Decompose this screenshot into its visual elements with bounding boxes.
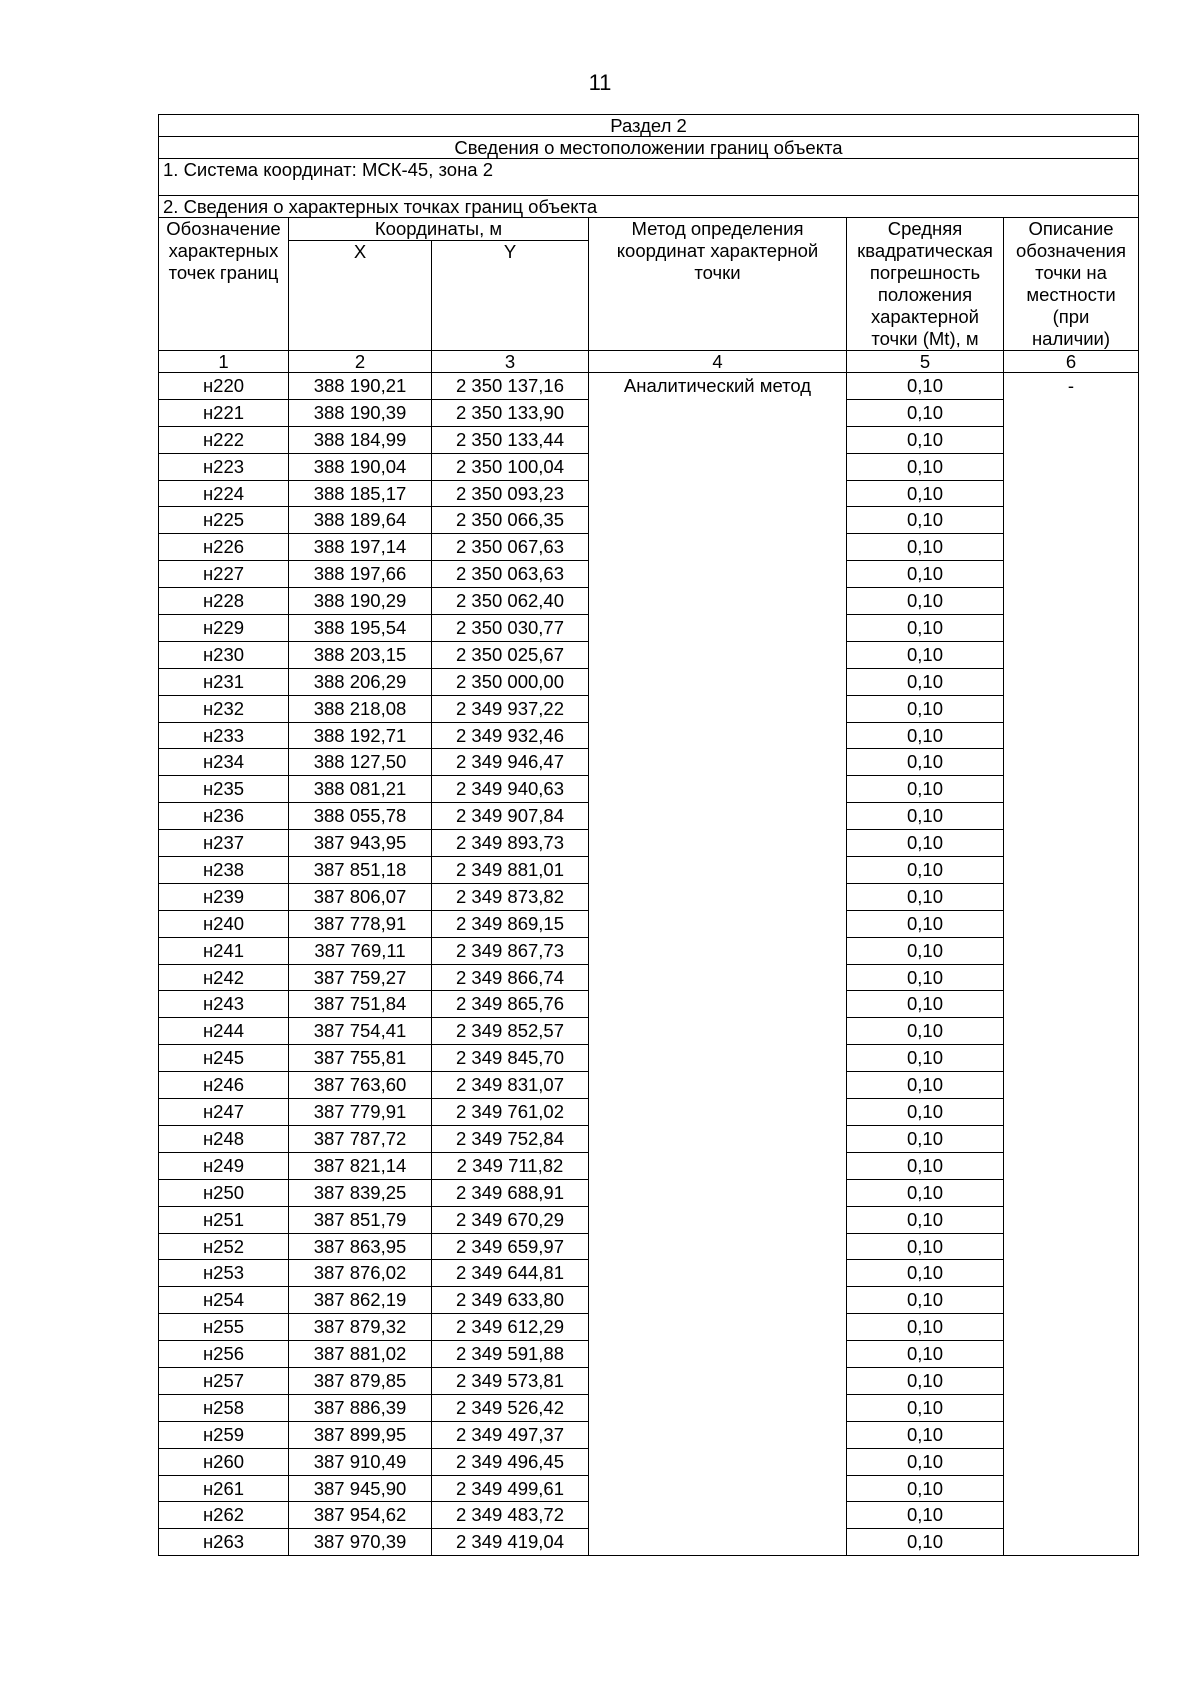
error-cell: 0,10 bbox=[847, 776, 1004, 803]
x-cell: 388 185,17 bbox=[289, 480, 432, 507]
y-cell: 2 349 867,73 bbox=[432, 937, 589, 964]
x-cell: 387 879,85 bbox=[289, 1367, 432, 1394]
point-id-cell: н220 bbox=[159, 373, 289, 400]
point-id-cell: н233 bbox=[159, 722, 289, 749]
error-cell: 0,10 bbox=[847, 399, 1004, 426]
y-cell: 2 350 133,44 bbox=[432, 426, 589, 453]
point-id-cell: н224 bbox=[159, 480, 289, 507]
error-cell: 0,10 bbox=[847, 1179, 1004, 1206]
point-id-cell: н254 bbox=[159, 1287, 289, 1314]
error-cell: 0,10 bbox=[847, 1475, 1004, 1502]
error-cell: 0,10 bbox=[847, 695, 1004, 722]
x-cell: 387 839,25 bbox=[289, 1179, 432, 1206]
error-cell: 0,10 bbox=[847, 480, 1004, 507]
error-cell: 0,10 bbox=[847, 1045, 1004, 1072]
header-error: Средняя квадратическая погрешность положения характерной точки (Mt), м bbox=[847, 218, 1004, 351]
x-cell: 388 206,29 bbox=[289, 668, 432, 695]
y-cell: 2 350 067,63 bbox=[432, 534, 589, 561]
x-cell: 387 779,91 bbox=[289, 1099, 432, 1126]
x-cell: 387 886,39 bbox=[289, 1394, 432, 1421]
description-cell: - bbox=[1004, 373, 1139, 1556]
x-cell: 388 197,66 bbox=[289, 561, 432, 588]
x-cell: 387 806,07 bbox=[289, 883, 432, 910]
y-cell: 2 350 000,00 bbox=[432, 668, 589, 695]
header-x: X bbox=[289, 241, 432, 351]
y-cell: 2 349 752,84 bbox=[432, 1125, 589, 1152]
point-id-cell: н255 bbox=[159, 1314, 289, 1341]
error-cell: 0,10 bbox=[847, 1394, 1004, 1421]
y-cell: 2 349 644,81 bbox=[432, 1260, 589, 1287]
x-cell: 387 881,02 bbox=[289, 1341, 432, 1368]
point-id-cell: н225 bbox=[159, 507, 289, 534]
point-id-cell: н246 bbox=[159, 1072, 289, 1099]
y-cell: 2 349 483,72 bbox=[432, 1502, 589, 1529]
y-cell: 2 350 137,16 bbox=[432, 373, 589, 400]
x-cell: 388 197,14 bbox=[289, 534, 432, 561]
column-number: 6 bbox=[1004, 351, 1139, 373]
page-number: 11 bbox=[588, 70, 612, 95]
y-cell: 2 349 633,80 bbox=[432, 1287, 589, 1314]
x-cell: 387 821,14 bbox=[289, 1152, 432, 1179]
point-id-cell: н251 bbox=[159, 1206, 289, 1233]
error-cell: 0,10 bbox=[847, 1125, 1004, 1152]
column-numbers-row bbox=[159, 351, 1139, 373]
x-cell: 388 081,21 bbox=[289, 776, 432, 803]
point-id-cell: н242 bbox=[159, 964, 289, 991]
point-id-cell: н237 bbox=[159, 830, 289, 857]
x-cell: 388 190,04 bbox=[289, 453, 432, 480]
error-cell: 0,10 bbox=[847, 561, 1004, 588]
y-cell: 2 349 852,57 bbox=[432, 1018, 589, 1045]
point-id-cell: н227 bbox=[159, 561, 289, 588]
x-cell: 387 751,84 bbox=[289, 991, 432, 1018]
x-cell: 387 879,32 bbox=[289, 1314, 432, 1341]
points-heading: 2. Сведения о характерных точках границ объекта bbox=[159, 196, 1139, 218]
y-cell: 2 349 497,37 bbox=[432, 1421, 589, 1448]
error-cell: 0,10 bbox=[847, 803, 1004, 830]
error-cell: 0,10 bbox=[847, 1152, 1004, 1179]
point-id-cell: н249 bbox=[159, 1152, 289, 1179]
point-id-cell: н245 bbox=[159, 1045, 289, 1072]
error-cell: 0,10 bbox=[847, 830, 1004, 857]
error-cell: 0,10 bbox=[847, 507, 1004, 534]
point-id-cell: н257 bbox=[159, 1367, 289, 1394]
x-cell: 387 862,19 bbox=[289, 1287, 432, 1314]
y-cell: 2 349 591,88 bbox=[432, 1341, 589, 1368]
y-cell: 2 349 761,02 bbox=[432, 1099, 589, 1126]
y-cell: 2 350 093,23 bbox=[432, 480, 589, 507]
header-method: Метод определения координат характерной точки bbox=[589, 218, 847, 351]
y-cell: 2 349 573,81 bbox=[432, 1367, 589, 1394]
point-id-cell: н248 bbox=[159, 1125, 289, 1152]
header-designation: Обозначение характерных точек границ bbox=[159, 218, 289, 351]
y-cell: 2 349 711,82 bbox=[432, 1152, 589, 1179]
y-cell: 2 349 670,29 bbox=[432, 1206, 589, 1233]
x-cell: 388 195,54 bbox=[289, 615, 432, 642]
y-cell: 2 349 946,47 bbox=[432, 749, 589, 776]
error-cell: 0,10 bbox=[847, 1502, 1004, 1529]
point-id-cell: н222 bbox=[159, 426, 289, 453]
error-cell: 0,10 bbox=[847, 749, 1004, 776]
y-cell: 2 350 062,40 bbox=[432, 588, 589, 615]
y-cell: 2 349 866,74 bbox=[432, 964, 589, 991]
section-subtitle: Сведения о местоположении границ объекта bbox=[159, 137, 1139, 159]
error-cell: 0,10 bbox=[847, 426, 1004, 453]
error-cell: 0,10 bbox=[847, 534, 1004, 561]
error-cell: 0,10 bbox=[847, 991, 1004, 1018]
y-cell: 2 349 612,29 bbox=[432, 1314, 589, 1341]
point-id-cell: н234 bbox=[159, 749, 289, 776]
y-cell: 2 349 881,01 bbox=[432, 857, 589, 884]
point-id-cell: н252 bbox=[159, 1233, 289, 1260]
error-cell: 0,10 bbox=[847, 1367, 1004, 1394]
y-cell: 2 349 526,42 bbox=[432, 1394, 589, 1421]
column-number: 1 bbox=[159, 351, 289, 373]
point-id-cell: н258 bbox=[159, 1394, 289, 1421]
error-cell: 0,10 bbox=[847, 1260, 1004, 1287]
x-cell: 387 759,27 bbox=[289, 964, 432, 991]
y-cell: 2 349 940,63 bbox=[432, 776, 589, 803]
error-cell: 0,10 bbox=[847, 1099, 1004, 1126]
point-id-cell: н256 bbox=[159, 1341, 289, 1368]
point-id-cell: н221 bbox=[159, 399, 289, 426]
y-cell: 2 350 025,67 bbox=[432, 641, 589, 668]
y-cell: 2 349 688,91 bbox=[432, 1179, 589, 1206]
x-cell: 387 943,95 bbox=[289, 830, 432, 857]
point-id-cell: н230 bbox=[159, 641, 289, 668]
x-cell: 388 127,50 bbox=[289, 749, 432, 776]
error-cell: 0,10 bbox=[847, 1233, 1004, 1260]
y-cell: 2 349 893,73 bbox=[432, 830, 589, 857]
x-cell: 387 763,60 bbox=[289, 1072, 432, 1099]
point-id-cell: н263 bbox=[159, 1529, 289, 1556]
point-id-cell: н223 bbox=[159, 453, 289, 480]
y-cell: 2 350 133,90 bbox=[432, 399, 589, 426]
y-cell: 2 349 873,82 bbox=[432, 883, 589, 910]
point-id-cell: н239 bbox=[159, 883, 289, 910]
point-id-cell: н226 bbox=[159, 534, 289, 561]
x-cell: 388 184,99 bbox=[289, 426, 432, 453]
x-cell: 387 787,72 bbox=[289, 1125, 432, 1152]
error-cell: 0,10 bbox=[847, 453, 1004, 480]
error-cell: 0,10 bbox=[847, 910, 1004, 937]
x-cell: 387 755,81 bbox=[289, 1045, 432, 1072]
point-id-cell: н238 bbox=[159, 857, 289, 884]
x-cell: 387 876,02 bbox=[289, 1260, 432, 1287]
error-cell: 0,10 bbox=[847, 668, 1004, 695]
header-coordinates: Координаты, м bbox=[289, 218, 589, 241]
y-cell: 2 349 932,46 bbox=[432, 722, 589, 749]
y-cell: 2 350 100,04 bbox=[432, 453, 589, 480]
x-cell: 388 189,64 bbox=[289, 507, 432, 534]
y-cell: 2 349 419,04 bbox=[432, 1529, 589, 1556]
error-cell: 0,10 bbox=[847, 937, 1004, 964]
x-cell: 388 055,78 bbox=[289, 803, 432, 830]
y-cell: 2 349 659,97 bbox=[432, 1233, 589, 1260]
y-cell: 2 349 499,61 bbox=[432, 1475, 589, 1502]
y-cell: 2 349 869,15 bbox=[432, 910, 589, 937]
x-cell: 387 970,39 bbox=[289, 1529, 432, 1556]
error-cell: 0,10 bbox=[847, 373, 1004, 400]
point-id-cell: н231 bbox=[159, 668, 289, 695]
x-cell: 388 218,08 bbox=[289, 695, 432, 722]
point-id-cell: н260 bbox=[159, 1448, 289, 1475]
error-cell: 0,10 bbox=[847, 857, 1004, 884]
x-cell: 387 863,95 bbox=[289, 1233, 432, 1260]
error-cell: 0,10 bbox=[847, 1529, 1004, 1556]
error-cell: 0,10 bbox=[847, 883, 1004, 910]
point-id-cell: н253 bbox=[159, 1260, 289, 1287]
method-cell: Аналитический метод bbox=[589, 373, 847, 1556]
x-cell: 388 192,71 bbox=[289, 722, 432, 749]
y-cell: 2 349 865,76 bbox=[432, 991, 589, 1018]
error-cell: 0,10 bbox=[847, 1314, 1004, 1341]
error-cell: 0,10 bbox=[847, 1206, 1004, 1233]
point-id-cell: н247 bbox=[159, 1099, 289, 1126]
x-cell: 387 778,91 bbox=[289, 910, 432, 937]
point-id-cell: н241 bbox=[159, 937, 289, 964]
error-cell: 0,10 bbox=[847, 722, 1004, 749]
point-id-cell: н261 bbox=[159, 1475, 289, 1502]
x-cell: 387 769,11 bbox=[289, 937, 432, 964]
error-cell: 0,10 bbox=[847, 615, 1004, 642]
y-cell: 2 349 937,22 bbox=[432, 695, 589, 722]
point-id-cell: н250 bbox=[159, 1179, 289, 1206]
y-cell: 2 349 496,45 bbox=[432, 1448, 589, 1475]
x-cell: 387 851,79 bbox=[289, 1206, 432, 1233]
error-cell: 0,10 bbox=[847, 1287, 1004, 1314]
error-cell: 0,10 bbox=[847, 964, 1004, 991]
section-title: Раздел 2 bbox=[159, 115, 1139, 137]
point-id-cell: н229 bbox=[159, 615, 289, 642]
x-cell: 388 203,15 bbox=[289, 641, 432, 668]
point-id-cell: н259 bbox=[159, 1421, 289, 1448]
header-y: Y bbox=[432, 241, 589, 351]
y-cell: 2 349 907,84 bbox=[432, 803, 589, 830]
y-cell: 2 349 845,70 bbox=[432, 1045, 589, 1072]
coord-system: 1. Система координат: МСК-45, зона 2 bbox=[159, 159, 1139, 196]
point-id-cell: н232 bbox=[159, 695, 289, 722]
error-cell: 0,10 bbox=[847, 1072, 1004, 1099]
error-cell: 0,10 bbox=[847, 1421, 1004, 1448]
table-row bbox=[159, 373, 1139, 400]
header-description: Описание обозначения точки на местности (при наличии) bbox=[1004, 218, 1139, 351]
x-cell: 387 945,90 bbox=[289, 1475, 432, 1502]
x-cell: 388 190,39 bbox=[289, 399, 432, 426]
point-id-cell: н240 bbox=[159, 910, 289, 937]
x-cell: 388 190,21 bbox=[289, 373, 432, 400]
error-cell: 0,10 bbox=[847, 641, 1004, 668]
x-cell: 387 954,62 bbox=[289, 1502, 432, 1529]
error-cell: 0,10 bbox=[847, 1448, 1004, 1475]
point-id-cell: н243 bbox=[159, 991, 289, 1018]
boundary-points-table bbox=[158, 114, 1139, 1556]
column-number: 5 bbox=[847, 351, 1004, 373]
error-cell: 0,10 bbox=[847, 1018, 1004, 1045]
error-cell: 0,10 bbox=[847, 588, 1004, 615]
point-id-cell: н244 bbox=[159, 1018, 289, 1045]
x-cell: 387 910,49 bbox=[289, 1448, 432, 1475]
point-id-cell: н228 bbox=[159, 588, 289, 615]
y-cell: 2 350 066,35 bbox=[432, 507, 589, 534]
point-id-cell: н236 bbox=[159, 803, 289, 830]
column-number: 3 bbox=[432, 351, 589, 373]
column-number: 4 bbox=[589, 351, 847, 373]
point-id-cell: н235 bbox=[159, 776, 289, 803]
x-cell: 387 899,95 bbox=[289, 1421, 432, 1448]
x-cell: 387 754,41 bbox=[289, 1018, 432, 1045]
y-cell: 2 350 063,63 bbox=[432, 561, 589, 588]
x-cell: 388 190,29 bbox=[289, 588, 432, 615]
column-number: 2 bbox=[289, 351, 432, 373]
error-cell: 0,10 bbox=[847, 1341, 1004, 1368]
x-cell: 387 851,18 bbox=[289, 857, 432, 884]
y-cell: 2 350 030,77 bbox=[432, 615, 589, 642]
point-id-cell: н262 bbox=[159, 1502, 289, 1529]
y-cell: 2 349 831,07 bbox=[432, 1072, 589, 1099]
